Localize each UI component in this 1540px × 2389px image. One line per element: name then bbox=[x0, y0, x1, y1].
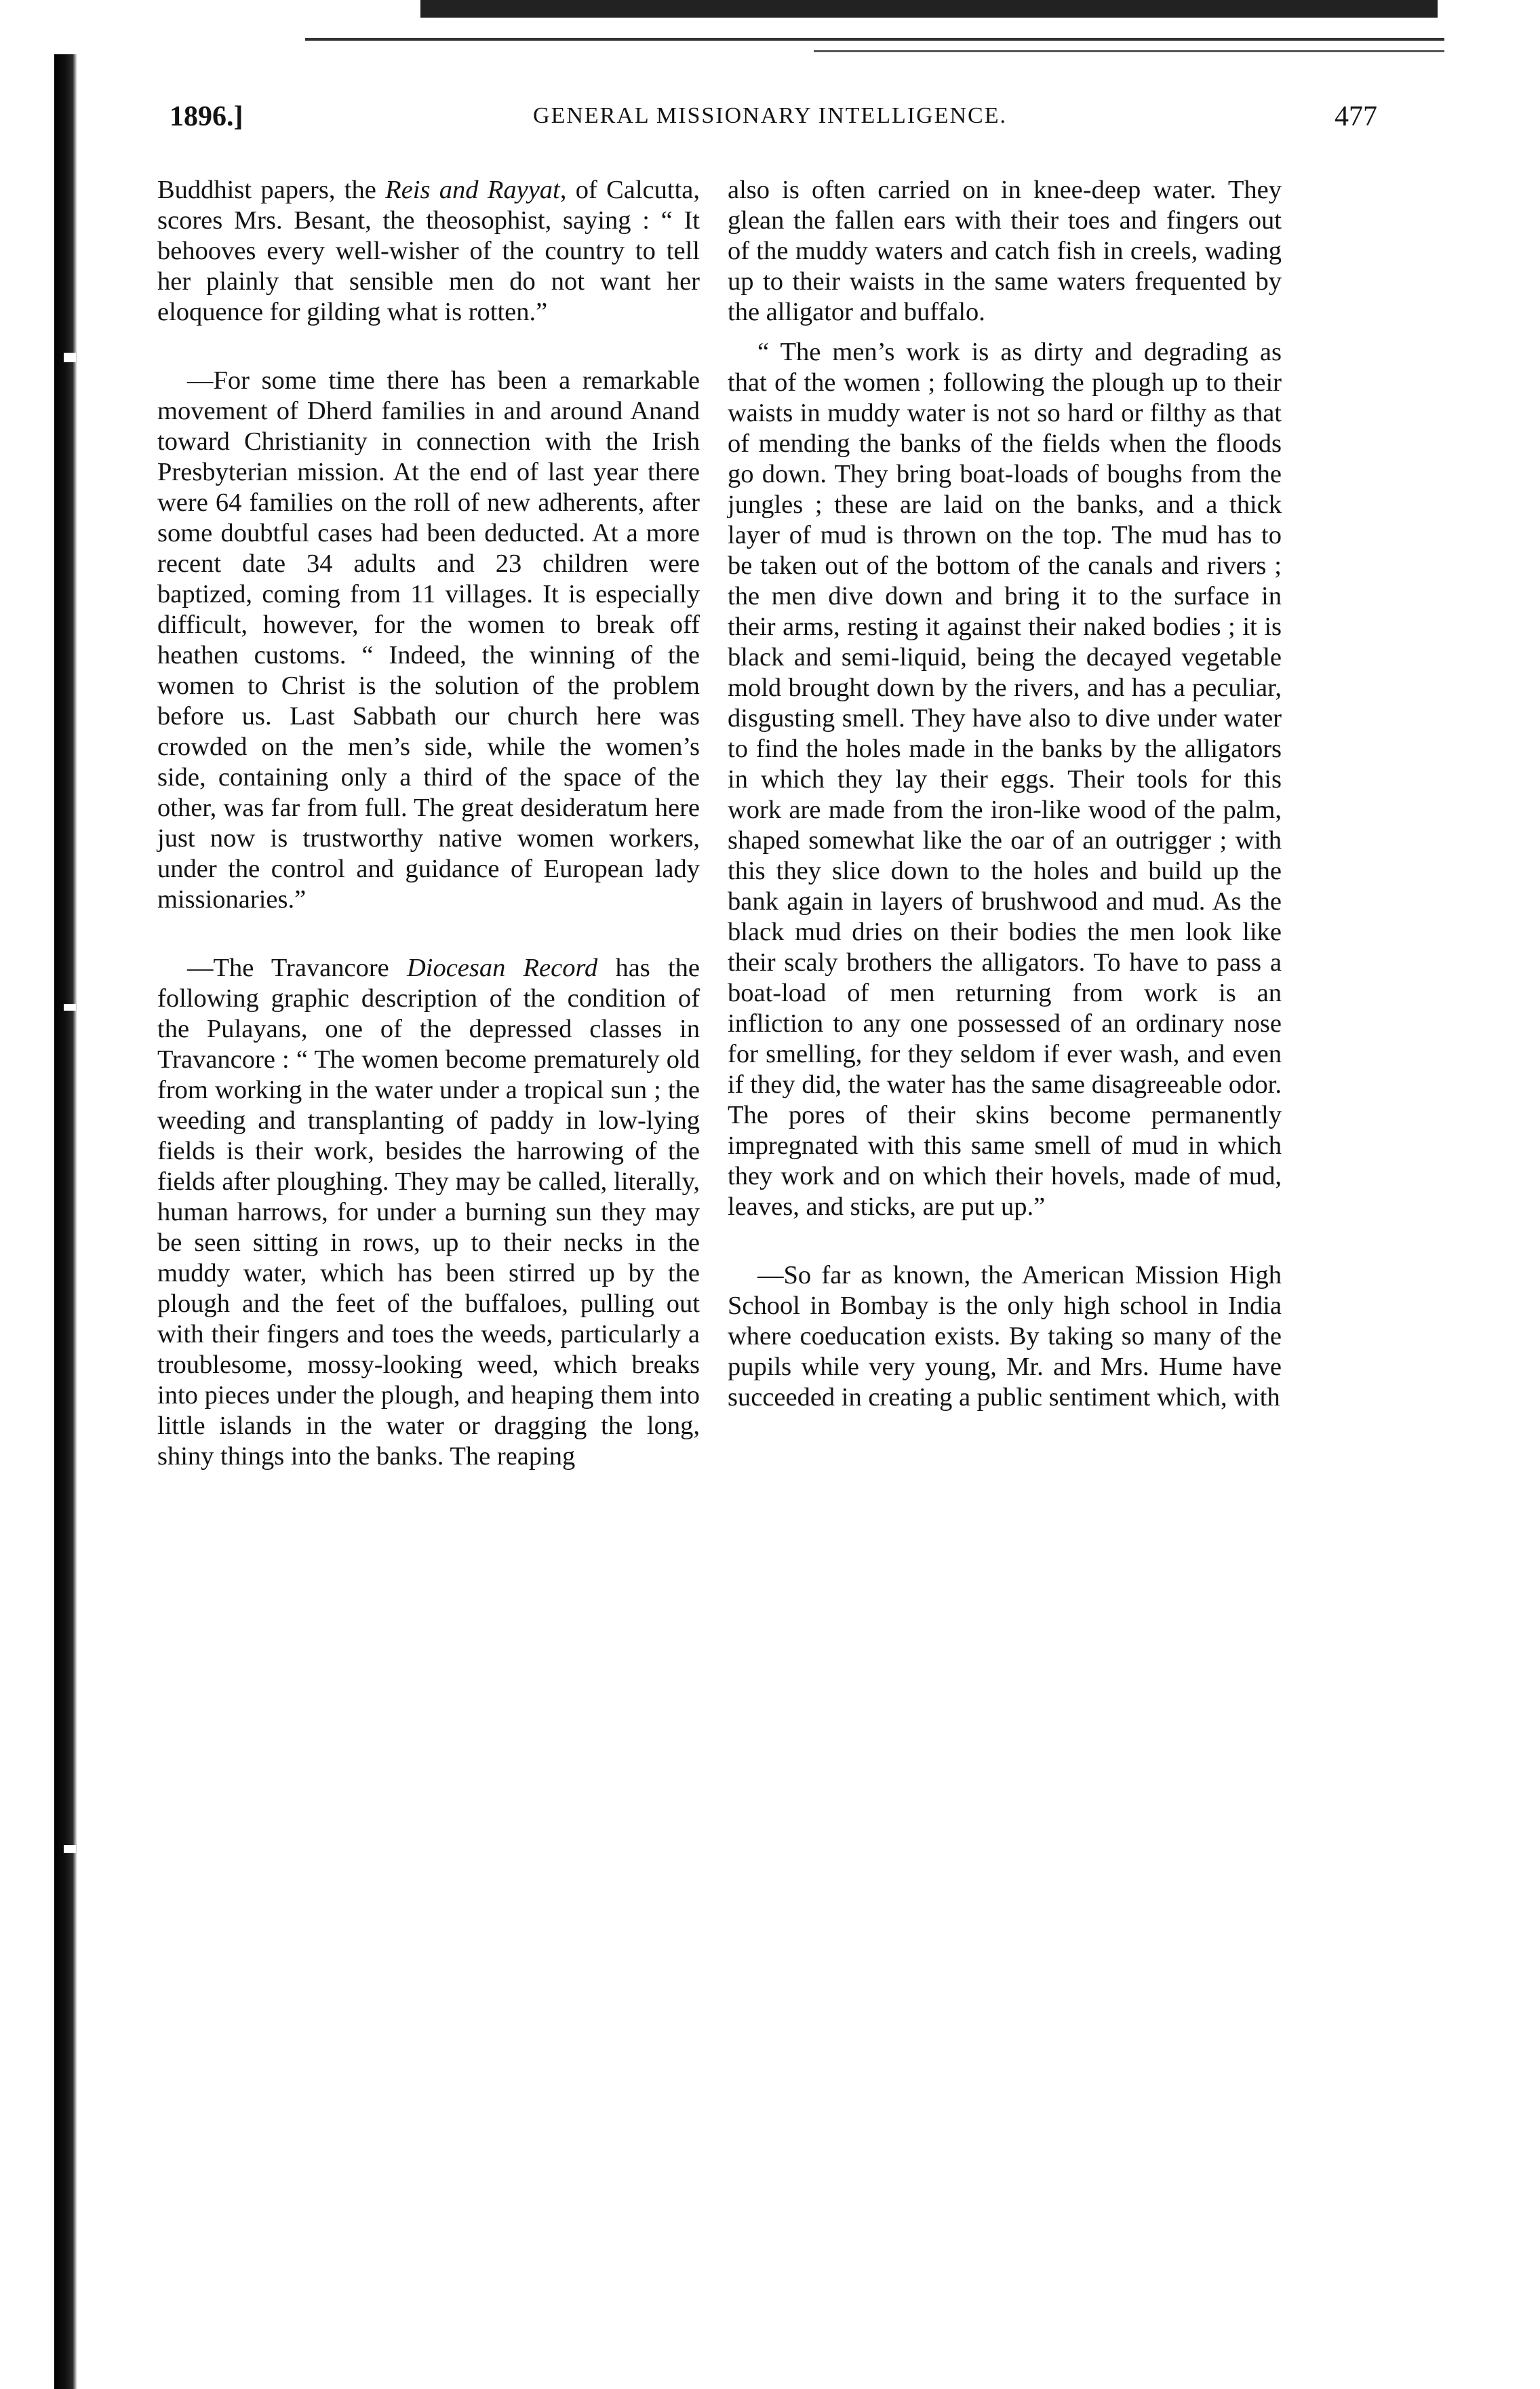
paragraph-buddhist-papers bbox=[157, 175, 700, 328]
scan-edge-notch bbox=[64, 1004, 76, 1011]
paragraph-bombay-school: —So far as known, the American Mission High School in Bombay is the only high school in India where coeducation exists. By taking so many of the pupils while very young, Mr. and Mrs. Hume have succeeded in creating a public sentiment which, with bbox=[728, 1261, 1282, 1412]
paragraph-dherd-families: —For some time there has been a remarkable movement of Dherd families in and around Anand toward Christianity in connection with the Irish Presbyterian mission. At the end of last year there were 64 families on the roll of new adherents, after some doubtful cases had been deducted. At a more recent date 34 adults and 23 children were baptized, coming from 11 villages. It is especially difficult, however, for the women to break off heathen customs. “ Indeed, the winning of the women to Christ is the solution of the problem before us. Last Sabbath our church here was crowded on the men’s side, while the women’s side, containing only a third of the space of the other, was far from full. The great desideratum here just now is trustworthy native women workers, under the control and guidance of European lady missionaries.” bbox=[157, 366, 700, 914]
text-run: Buddhist papers, the bbox=[157, 176, 386, 204]
scan-top-rule bbox=[420, 0, 1438, 18]
paragraph-mens-work: “ The men’s work is as dirty and degrading as that of the women ; following the plough up to their waists in muddy water is not so hard or filthy as that of mending the banks of the fields when the floods go down. They bring boat-loads of boughs from the jungles ; these are laid on the banks, and a thick layer of mud is thrown on the top. The mud has to be taken out of the bottom of the canals and rivers ; the men dive down and bring it to the surface in their arms, resting it against their naked bodies ; it is black and semi-liquid, being the decayed vegetable mold brought down by the rivers, and has a peculiar, disgusting smell. They have also to dive under water to find the holes made in the banks by the alligators in which they lay their eggs. Their tools for this work are made from the iron-like wood of the palm, shaped somewhat like the oar of an outrigger ; with this they slice down to the holes and build up the bank again in layers of brushwood and mud. As the black mud dries on their bodies the men look like their scaly brothers the alligators. To have to pass a boat-load of men returning from work is an infliction to any one possessed of an ordinary nose for smelling, for they seldom if ever wash, and even if they did, the water has the same disagreeable odor. The pores of their skins become permanently impregnated with this same smell of mud in which they work and on which their hovels, made of mud, leaves, and sticks, are put up.” bbox=[728, 338, 1282, 1221]
scan-page-edge bbox=[54, 54, 77, 2389]
scan-edge-notch bbox=[64, 1845, 76, 1853]
page-number: 477 bbox=[1335, 101, 1377, 132]
paragraph-reaping: also is often carried on in knee-deep water. They glean the fallen ears with their toes and fingers out of the muddy waters and catch fish in creels, wading up to their waists in the same waters frequented by the alligator and buffalo. bbox=[728, 176, 1282, 326]
running-head bbox=[163, 100, 1377, 141]
publication-title: Reis and Rayyat, bbox=[385, 176, 567, 204]
header-title: GENERAL MISSIONARY INTELLIGENCE. bbox=[533, 103, 1007, 128]
scan-rule-line-2 bbox=[814, 50, 1444, 52]
scan-edge-notch bbox=[64, 353, 76, 362]
text-run: of Calcutta, scores Mrs. Besant, the theosophist, saying : “ It behooves every well-wisher of the country to tell her plainly that sensible men do not want her eloquence for gilding what is rotten.” bbox=[157, 176, 700, 326]
header-year: 1896.] bbox=[170, 101, 243, 132]
right-column bbox=[728, 175, 1282, 1413]
publication-title: Diocesan Record bbox=[406, 954, 598, 982]
text-run: has the following graphic description of the condition of the Pulayans, one of the depressed classes in Travancore : “ The women become prematurely old from working in the water under a tropical sun ; the weeding and transplanting of paddy in low-lying fields is their work, besides the harrowing of the fields after ploughing. They may be called, literally, human harrows, for under a burning sun they may be seen sitting in rows, up to their necks in the muddy water, which has been stirred up by the plough and the feet of the buffaloes, pulling out with their fingers and toes the weeds, particularly a troublesome, mossy-looking weed, which breaks into pieces under the plough, and heaping them into little islands in the water or dragging the long, shiny things into the banks. The reaping bbox=[157, 954, 700, 1471]
left-column bbox=[157, 175, 700, 1472]
paragraph-travancore-record bbox=[157, 953, 700, 1472]
text-run: —The Travancore bbox=[187, 954, 407, 982]
scan-rule-line bbox=[305, 38, 1444, 41]
